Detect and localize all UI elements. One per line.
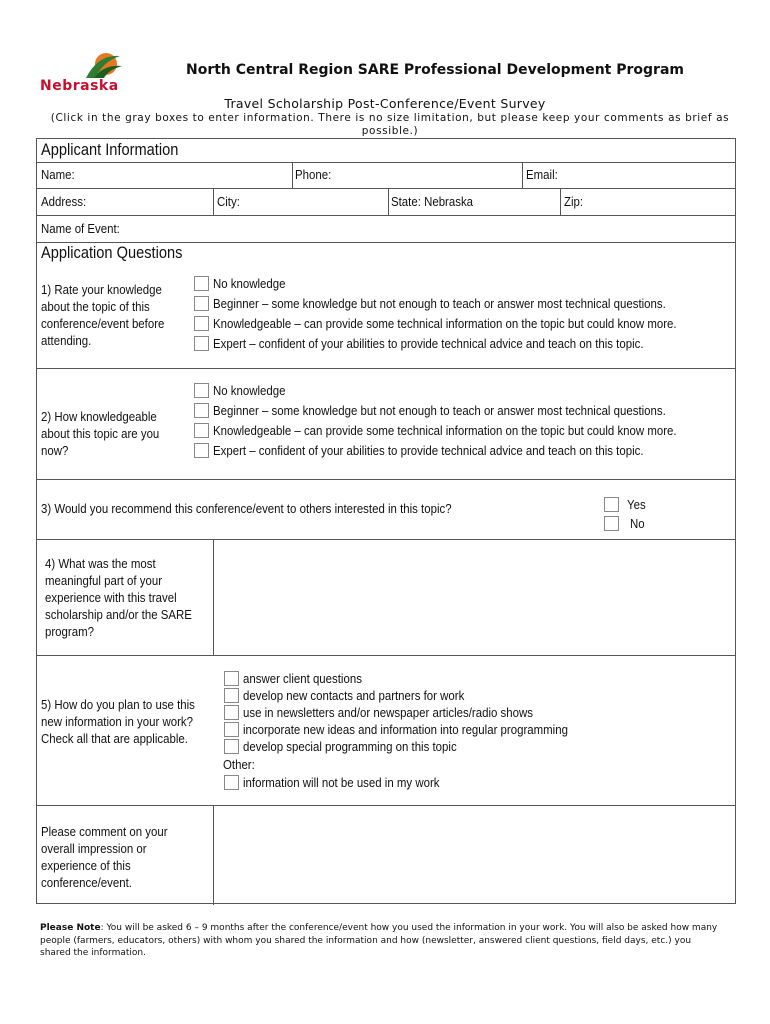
q5-option-label: answer client questions <box>243 671 362 686</box>
rule <box>560 188 561 215</box>
rule <box>522 162 523 188</box>
zip-label: Zip: <box>564 194 584 209</box>
q5-checkbox-newsletters[interactable] <box>224 705 239 720</box>
logo-text: Nebraska <box>40 78 119 94</box>
q3-checkbox-yes[interactable] <box>604 497 619 512</box>
q5-checkbox-answer-questions[interactable] <box>224 671 239 686</box>
q5-option-label: use in newsletters and/or newspaper articles/radio shows <box>243 705 533 720</box>
name-label: Name: <box>41 167 75 182</box>
q5-checkbox-new-contacts[interactable] <box>224 688 239 703</box>
survey-form <box>36 138 736 904</box>
q6-answer-field[interactable] <box>215 807 735 903</box>
rule <box>37 805 735 806</box>
q1-checkbox-expert[interactable] <box>194 336 209 351</box>
q5-option-label: develop special programming on this topic <box>243 739 457 754</box>
q1-checkbox-knowledgeable[interactable] <box>194 316 209 331</box>
q5-other-label: Other: <box>223 757 255 772</box>
rule <box>37 188 735 189</box>
q2-checkbox-knowledgeable[interactable] <box>194 423 209 438</box>
q3-text: 3) Would you recommend this conference/event to others interested in this topic? <box>41 501 452 516</box>
q1-option-label: Knowledgeable – can provide some technical information on the topic but could know more. <box>213 316 677 331</box>
q1-option-label: Expert – confident of your abilities to provide technical advice and teach on this topic. <box>213 336 644 351</box>
page-subtitle: Travel Scholarship Post-Conference/Event Survey <box>224 96 546 111</box>
questions-heading: Application Questions <box>41 243 183 262</box>
city-label: City: <box>217 194 240 209</box>
q1-text: 1) Rate your knowledge about the topic of this conference/event before attending. <box>41 282 165 348</box>
q5-option-label: develop new contacts and partners for work <box>243 688 465 703</box>
address-label: Address: <box>41 194 87 209</box>
q2-option-label: No knowledge <box>213 383 286 398</box>
q2-checkbox-expert[interactable] <box>194 443 209 458</box>
rule <box>213 539 214 655</box>
q1-checkbox-beginner[interactable] <box>194 296 209 311</box>
applicant-heading: Applicant Information <box>41 140 179 159</box>
rule <box>213 188 214 215</box>
instructions: (Click in the gray boxes to enter information. There is no size limitation, but please keep your comments as brief as possible.) <box>50 112 730 137</box>
q1-option-label: No knowledge <box>213 276 286 291</box>
rule <box>37 655 735 656</box>
q5-text: 5) How do you plan to use this new information in your work? Check all that are applicable. <box>41 697 195 746</box>
q5-checkbox-regular-programming[interactable] <box>224 722 239 737</box>
email-label: Email: <box>526 167 558 182</box>
q2-option-label: Knowledgeable – can provide some technical information on the topic but could know more. <box>213 423 677 438</box>
phone-label: Phone: <box>295 167 332 182</box>
q2-option-label: Beginner – some knowledge but not enough to teach or answer most technical questions. <box>213 403 666 418</box>
q3-no-label: No <box>630 516 645 531</box>
rule <box>37 215 735 216</box>
rule <box>37 539 735 540</box>
q6-text: Please comment on your overall impression or experience of this conference/event. <box>41 824 168 890</box>
rule <box>37 162 735 163</box>
rule <box>292 162 293 188</box>
note-label: Please Note <box>40 923 101 933</box>
footer-note <box>40 922 720 960</box>
q2-text: 2) How knowledgeable about this topic are you now? <box>41 409 160 458</box>
q1-checkbox-no-knowledge[interactable] <box>194 276 209 291</box>
logo-graphic <box>36 48 126 80</box>
q1-option-label: Beginner – some knowledge but not enough to teach or answer most technical questions. <box>213 296 666 311</box>
q4-answer-field[interactable] <box>215 541 735 653</box>
rule <box>388 188 389 215</box>
q4-text: 4) What was the most meaningful part of your experience with this travel scholarship and/or the SARE program? <box>45 556 192 639</box>
event-name-label: Name of Event: <box>41 221 120 236</box>
rule <box>213 805 214 905</box>
q2-checkbox-beginner[interactable] <box>194 403 209 418</box>
q2-checkbox-no-knowledge[interactable] <box>194 383 209 398</box>
q3-checkbox-no[interactable] <box>604 516 619 531</box>
state-label: State: Nebraska <box>391 194 474 209</box>
q5-checkbox-special-programming[interactable] <box>224 739 239 754</box>
q3-yes-label: Yes <box>627 497 646 512</box>
q5-option-label: incorporate new ideas and information into regular programming <box>243 722 568 737</box>
rule <box>37 368 735 369</box>
q5-option-label: information will not be used in my work <box>243 775 440 790</box>
rule <box>37 479 735 480</box>
q5-checkbox-not-used[interactable] <box>224 775 239 790</box>
page-title: North Central Region SARE Professional Development Program <box>186 62 684 78</box>
note-text: : You will be asked 6 – 9 months after the conference/event how you used the information in your work. You will also be asked how many people (farmers, educators, others) with whom you shared the information and how (newsletter, answered client questions, field days, etc.) you shared the information. <box>40 923 718 958</box>
q2-option-label: Expert – confident of your abilities to provide technical advice and teach on this topic. <box>213 443 644 458</box>
